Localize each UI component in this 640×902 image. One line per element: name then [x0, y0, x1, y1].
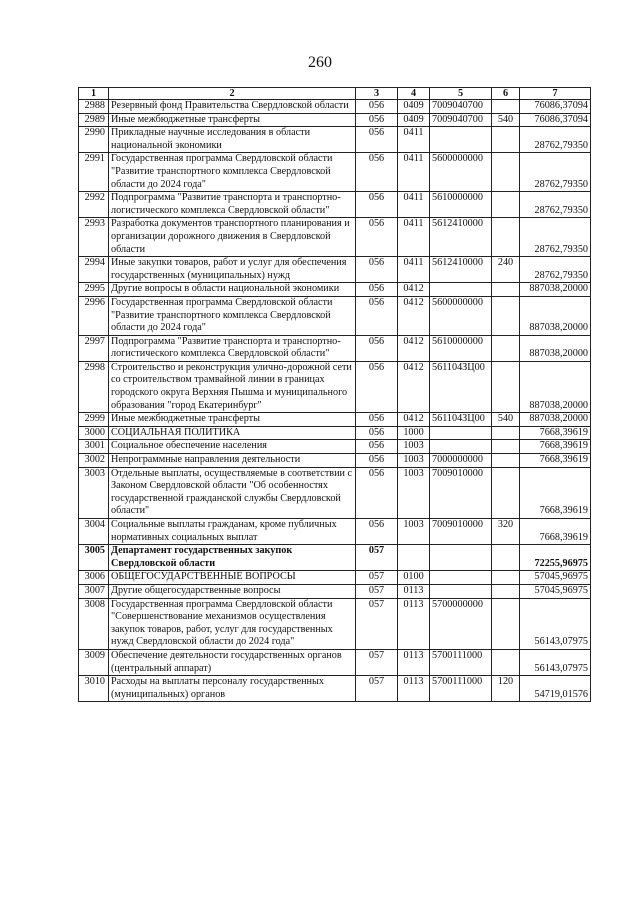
table-row — [79, 296, 591, 335]
row-number: 3006 — [79, 571, 109, 585]
row-target-code: 5700111000 — [430, 649, 492, 675]
row-expense-type: 120 — [492, 676, 520, 702]
row-ministry-code: 056 — [356, 413, 398, 427]
row-target-code: 7009040700 — [430, 100, 492, 114]
row-name: Отдельные выплаты, осуществляемые в соответствии с Законом Свердловской области "Об особенностях государственной гражданской службы Свердловской области" — [109, 467, 356, 518]
header-row — [79, 88, 591, 100]
table-row — [79, 676, 591, 702]
row-section-code: 0411 — [398, 218, 430, 257]
row-section-code: 0411 — [398, 153, 430, 192]
row-amount: 54719,01576 — [520, 676, 591, 702]
row-expense-type — [492, 454, 520, 468]
table-row — [79, 426, 591, 440]
row-amount: 72255,96975 — [520, 545, 591, 571]
row-name: Разработка документов транспортного планирования и организации дорожного движения в Свердловской области — [109, 218, 356, 257]
row-amount: 7668,39619 — [520, 467, 591, 518]
col-header-4: 4 — [398, 88, 430, 100]
row-expense-type — [492, 283, 520, 297]
row-section-code: 0113 — [398, 649, 430, 675]
table-row — [79, 127, 591, 153]
row-ministry-code: 056 — [356, 426, 398, 440]
table-row — [79, 440, 591, 454]
table-row — [79, 335, 591, 361]
row-name: Строительство и реконструкция улично-дорожной сети со строительством трамвайной линии в границах городского округа Верхняя Пышма и муниципального образования "город Екатеринбург" — [109, 361, 356, 412]
budget-table — [78, 87, 591, 702]
row-ministry-code: 056 — [356, 153, 398, 192]
page-number: 260 — [308, 54, 332, 71]
table-row — [79, 454, 591, 468]
table-row — [79, 467, 591, 518]
row-target-code — [430, 571, 492, 585]
row-section-code: 0411 — [398, 192, 430, 218]
row-name: Социальные выплаты гражданам, кроме публичных нормативных социальных выплат — [109, 519, 356, 545]
row-number: 3001 — [79, 440, 109, 454]
table-row — [79, 192, 591, 218]
table-row — [79, 571, 591, 585]
row-expense-type — [492, 153, 520, 192]
col-header-3: 3 — [356, 88, 398, 100]
row-number: 2996 — [79, 296, 109, 335]
row-amount: 76086,37094 — [520, 113, 591, 127]
row-name: Прикладные научные исследования в области национальной экономики — [109, 127, 356, 153]
row-ministry-code: 056 — [356, 283, 398, 297]
row-number: 2995 — [79, 283, 109, 297]
row-target-code — [430, 127, 492, 153]
row-section-code: 0412 — [398, 413, 430, 427]
row-section-code: 0412 — [398, 335, 430, 361]
row-section-code: 0100 — [398, 571, 430, 585]
row-amount: 57045,96975 — [520, 584, 591, 598]
row-section-code: 0411 — [398, 127, 430, 153]
row-amount: 28762,79350 — [520, 153, 591, 192]
row-ministry-code: 056 — [356, 361, 398, 412]
row-name: ОБЩЕГОСУДАРСТВЕННЫЕ ВОПРОСЫ — [109, 571, 356, 585]
row-section-code: 0412 — [398, 361, 430, 412]
row-target-code: 561104ЗЦ00 — [430, 413, 492, 427]
row-name: Резервный фонд Правительства Свердловской области — [109, 100, 356, 114]
row-number: 2993 — [79, 218, 109, 257]
col-header-7: 7 — [520, 88, 591, 100]
row-ministry-code: 056 — [356, 519, 398, 545]
row-name: Подпрограмма "Развитие транспорта и транспортно-логистического комплекса Свердловской области" — [109, 335, 356, 361]
row-ministry-code: 057 — [356, 649, 398, 675]
row-expense-type: 320 — [492, 519, 520, 545]
row-number: 2989 — [79, 113, 109, 127]
table-row — [79, 584, 591, 598]
row-number: 2997 — [79, 335, 109, 361]
row-name: Государственная программа Свердловской области "Развитие транспортного комплекса Свердловской области до 2024 года" — [109, 296, 356, 335]
row-section-code: 0412 — [398, 296, 430, 335]
row-ministry-code: 056 — [356, 113, 398, 127]
row-target-code — [430, 426, 492, 440]
col-header-1: 1 — [79, 88, 109, 100]
row-target-code: 7009040700 — [430, 113, 492, 127]
row-amount: 56143,07975 — [520, 598, 591, 649]
row-expense-type — [492, 584, 520, 598]
row-amount: 887038,20000 — [520, 361, 591, 412]
row-expense-type — [492, 649, 520, 675]
col-header-2: 2 — [109, 88, 356, 100]
row-target-code: 5600000000 — [430, 296, 492, 335]
table-row — [79, 283, 591, 297]
row-target-code: 7009010000 — [430, 467, 492, 518]
row-ministry-code: 057 — [356, 584, 398, 598]
row-amount: 887038,20000 — [520, 283, 591, 297]
row-amount: 28762,79350 — [520, 192, 591, 218]
row-target-code — [430, 440, 492, 454]
row-number: 2992 — [79, 192, 109, 218]
col-header-5: 5 — [430, 88, 492, 100]
row-expense-type — [492, 545, 520, 571]
row-expense-type — [492, 192, 520, 218]
row-ministry-code: 056 — [356, 296, 398, 335]
row-number: 3002 — [79, 454, 109, 468]
row-amount: 7668,39619 — [520, 440, 591, 454]
row-number: 2994 — [79, 257, 109, 283]
table-row — [79, 545, 591, 571]
row-name: Другие вопросы в области национальной экономики — [109, 283, 356, 297]
row-name: Иные межбюджетные трансферты — [109, 413, 356, 427]
row-name: СОЦИАЛЬНАЯ ПОЛИТИКА — [109, 426, 356, 440]
row-amount: 7668,39619 — [520, 426, 591, 440]
row-name: Непрограммные направления деятельности — [109, 454, 356, 468]
row-section-code: 1003 — [398, 519, 430, 545]
row-amount: 7668,39619 — [520, 454, 591, 468]
table-row — [79, 598, 591, 649]
row-expense-type — [492, 361, 520, 412]
row-section-code: 1003 — [398, 467, 430, 518]
row-expense-type: 540 — [492, 113, 520, 127]
row-number: 2999 — [79, 413, 109, 427]
row-target-code: 5700111000 — [430, 676, 492, 702]
row-target-code: 7000000000 — [430, 454, 492, 468]
row-amount: 887038,20000 — [520, 335, 591, 361]
row-name: Подпрограмма "Развитие транспорта и транспортно-логистического комплекса Свердловской области" — [109, 192, 356, 218]
row-target-code: 5610000000 — [430, 192, 492, 218]
row-number: 2991 — [79, 153, 109, 192]
row-section-code: 1000 — [398, 426, 430, 440]
row-number: 3000 — [79, 426, 109, 440]
row-name: Департамент государственных закупок Свердловской области — [109, 545, 356, 571]
table-row — [79, 519, 591, 545]
row-expense-type — [492, 467, 520, 518]
row-ministry-code: 056 — [356, 454, 398, 468]
row-ministry-code: 056 — [356, 257, 398, 283]
row-target-code: 561104ЗЦ00 — [430, 361, 492, 412]
row-target-code: 5610000000 — [430, 335, 492, 361]
row-expense-type — [492, 335, 520, 361]
table-row — [79, 218, 591, 257]
row-ministry-code: 056 — [356, 440, 398, 454]
row-target-code — [430, 283, 492, 297]
col-header-6: 6 — [492, 88, 520, 100]
row-amount: 76086,37094 — [520, 100, 591, 114]
row-amount: 57045,96975 — [520, 571, 591, 585]
row-target-code: 5612410000 — [430, 257, 492, 283]
row-section-code: 0409 — [398, 113, 430, 127]
row-number: 2988 — [79, 100, 109, 114]
row-expense-type — [492, 426, 520, 440]
row-amount: 28762,79350 — [520, 257, 591, 283]
row-section-code: 0412 — [398, 283, 430, 297]
row-name: Расходы на выплаты персоналу государственных (муниципальных) органов — [109, 676, 356, 702]
row-ministry-code: 057 — [356, 598, 398, 649]
row-section-code — [398, 545, 430, 571]
row-section-code: 1003 — [398, 454, 430, 468]
row-amount: 56143,07975 — [520, 649, 591, 675]
row-number: 3008 — [79, 598, 109, 649]
table-row — [79, 113, 591, 127]
row-amount: 28762,79350 — [520, 127, 591, 153]
row-section-code: 0113 — [398, 676, 430, 702]
row-expense-type: 540 — [492, 413, 520, 427]
row-number: 3009 — [79, 649, 109, 675]
row-ministry-code: 057 — [356, 545, 398, 571]
row-name: Государственная программа Свердловской области "Развитие транспортного комплекса Свердловской области до 2024 года" — [109, 153, 356, 192]
row-target-code: 5700000000 — [430, 598, 492, 649]
row-ministry-code: 056 — [356, 467, 398, 518]
row-ministry-code: 056 — [356, 127, 398, 153]
row-expense-type — [492, 218, 520, 257]
row-target-code — [430, 545, 492, 571]
row-name: Государственная программа Свердловской области "Совершенствование механизмов осуществления закупок товаров, работ, услуг для государственных нужд Свердловской области до 2024 года" — [109, 598, 356, 649]
row-ministry-code: 057 — [356, 676, 398, 702]
row-expense-type — [492, 100, 520, 114]
row-section-code: 1003 — [398, 440, 430, 454]
row-amount: 28762,79350 — [520, 218, 591, 257]
row-number: 3004 — [79, 519, 109, 545]
row-ministry-code: 057 — [356, 571, 398, 585]
row-expense-type — [492, 440, 520, 454]
table-row — [79, 649, 591, 675]
row-number: 3003 — [79, 467, 109, 518]
row-amount: 887038,20000 — [520, 296, 591, 335]
row-section-code: 0113 — [398, 584, 430, 598]
table-row — [79, 361, 591, 412]
row-section-code: 0409 — [398, 100, 430, 114]
row-expense-type: 240 — [492, 257, 520, 283]
row-amount: 887038,20000 — [520, 413, 591, 427]
row-expense-type — [492, 127, 520, 153]
row-number: 3010 — [79, 676, 109, 702]
table-row — [79, 257, 591, 283]
row-number: 3007 — [79, 584, 109, 598]
row-name: Социальное обеспечение населения — [109, 440, 356, 454]
row-expense-type — [492, 296, 520, 335]
row-target-code: 7009010000 — [430, 519, 492, 545]
row-target-code: 5600000000 — [430, 153, 492, 192]
table-row — [79, 413, 591, 427]
table-row — [79, 153, 591, 192]
row-target-code — [430, 584, 492, 598]
row-name: Обеспечение деятельности государственных органов (центральный аппарат) — [109, 649, 356, 675]
row-ministry-code: 056 — [356, 218, 398, 257]
row-name: Другие общегосударственные вопросы — [109, 584, 356, 598]
row-name: Иные закупки товаров, работ и услуг для обеспечения государственных (муниципальных) нужд — [109, 257, 356, 283]
row-ministry-code: 056 — [356, 100, 398, 114]
row-expense-type — [492, 571, 520, 585]
row-target-code: 5612410000 — [430, 218, 492, 257]
row-ministry-code: 056 — [356, 335, 398, 361]
row-ministry-code: 056 — [356, 192, 398, 218]
row-section-code: 0113 — [398, 598, 430, 649]
row-amount: 7668,39619 — [520, 519, 591, 545]
row-number: 3005 — [79, 545, 109, 571]
row-number: 2998 — [79, 361, 109, 412]
row-name: Иные межбюджетные трансферты — [109, 113, 356, 127]
row-expense-type — [492, 598, 520, 649]
row-section-code: 0411 — [398, 257, 430, 283]
row-number: 2990 — [79, 127, 109, 153]
table-row — [79, 100, 591, 114]
